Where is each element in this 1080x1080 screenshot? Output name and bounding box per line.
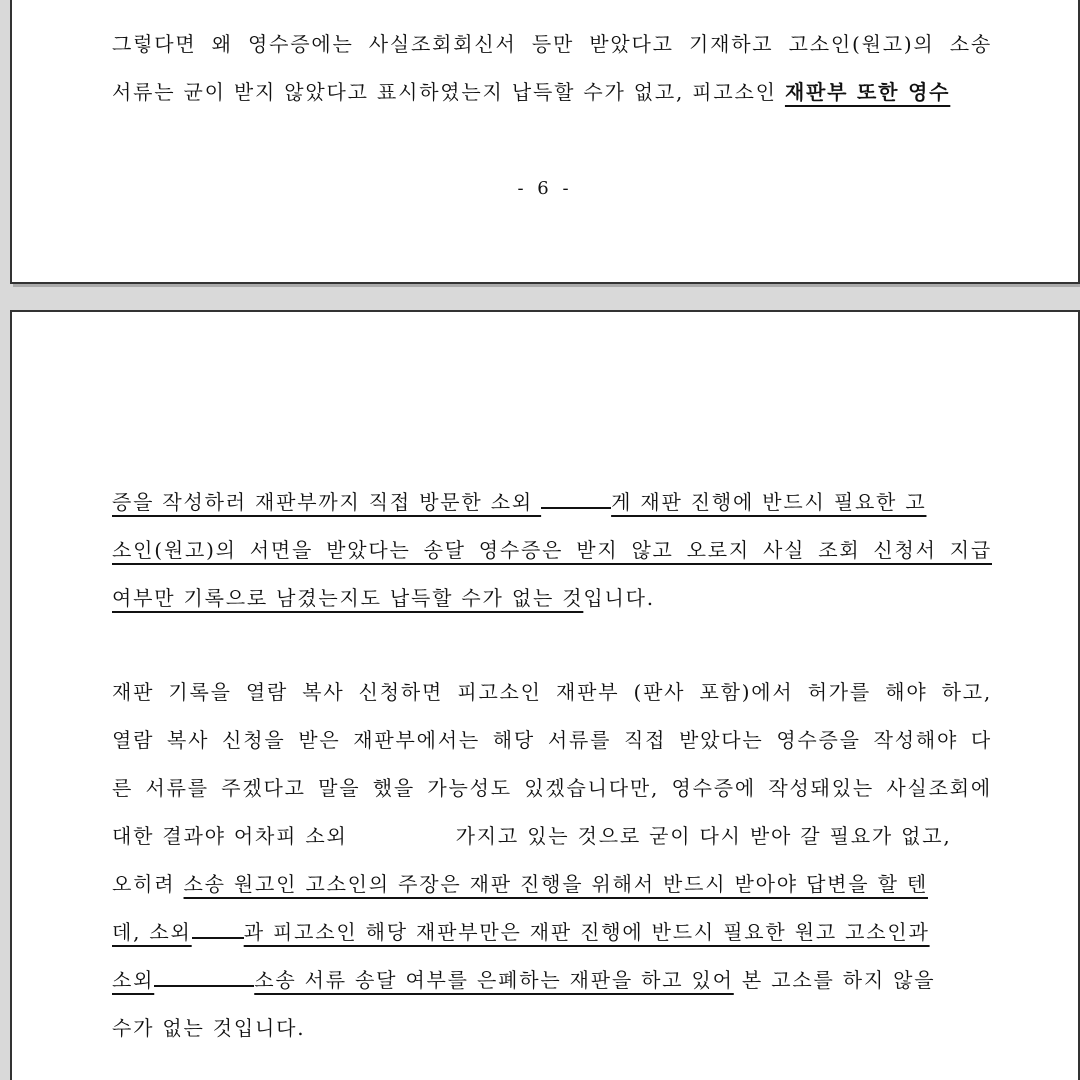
text-segment: 입니다. [583, 586, 655, 610]
redacted-gap [348, 842, 456, 843]
underlined-text: 증을 작성하러 재판부까지 직접 방문한 소외 [112, 490, 542, 514]
underlined-text: 데, 소외 [112, 920, 192, 944]
underlined-text: 소송 서류 송달 여부를 은폐하는 재판을 하고 있어 [254, 968, 734, 992]
text-line [112, 584, 992, 612]
text-segment: 서류는 균이 받지 않았다고 표시하였는지 납득할 수가 없고, 피고소인 [112, 80, 785, 104]
underlined-text: 소송 원고인 고소인의 주장은 재판 진행을 위해서 반드시 받아야 답변을 할 텐 [183, 872, 928, 896]
text-line: 른 서류를 주겠다고 말을 했을 가능성도 있겠습니다만, 영수증에 작성돼있는 사실조회에 [112, 776, 992, 800]
text-line [112, 822, 992, 850]
text-segment: 오히려 [112, 872, 184, 896]
text-line [112, 966, 992, 994]
redacted-gap [192, 936, 244, 939]
text-segment: 가지고 있는 것으로 굳이 다시 받아 갈 필요가 없고, [455, 824, 952, 848]
text-line [112, 870, 992, 898]
text-line: 소인(원고)의 서면을 받았다는 송달 영수증은 받지 않고 오로지 사실 조회 신청서 지급 [112, 538, 992, 562]
underlined-text: 과 피고소인 해당 재판부만은 재판 진행에 반드시 필요한 원고 고소인과 [243, 920, 930, 944]
text-line: 열람 복사 신청을 받은 재판부에서는 해당 서류를 직접 받았다는 영수증을 작성해야 다 [112, 728, 992, 752]
text-segment: 본 고소를 하지 않을 [733, 968, 936, 992]
text-line [112, 78, 992, 106]
text-line: 그렇다면 왜 영수증에는 사실조회회신서 등만 받았다고 기재하고 고소인(원고)의 소송 [112, 32, 992, 56]
underlined-text: 소외 [112, 968, 155, 992]
underlined-text: 게 재판 진행에 반드시 필요한 고 [611, 490, 927, 514]
text-line [112, 918, 992, 946]
document-page-7 [10, 310, 1080, 1080]
underlined-text: 여부만 기록으로 남겼는지도 납득할 수가 없는 것 [112, 586, 584, 610]
document-page-6 [10, 0, 1080, 284]
text-line [112, 488, 992, 516]
text-line: 재판 기록을 열람 복사 신청하면 피고소인 재판부 (판사 포함)에서 허가를 해야 하고, [112, 680, 992, 704]
text-line: 수가 없는 것입니다. [112, 1016, 306, 1040]
page-number: - 6 - [517, 178, 573, 199]
underlined-text: 재판부 또한 영수 [784, 80, 951, 104]
redacted-gap [541, 506, 611, 509]
redacted-gap [154, 984, 254, 987]
text-segment: 대한 결과야 어차피 소외 [112, 824, 348, 848]
